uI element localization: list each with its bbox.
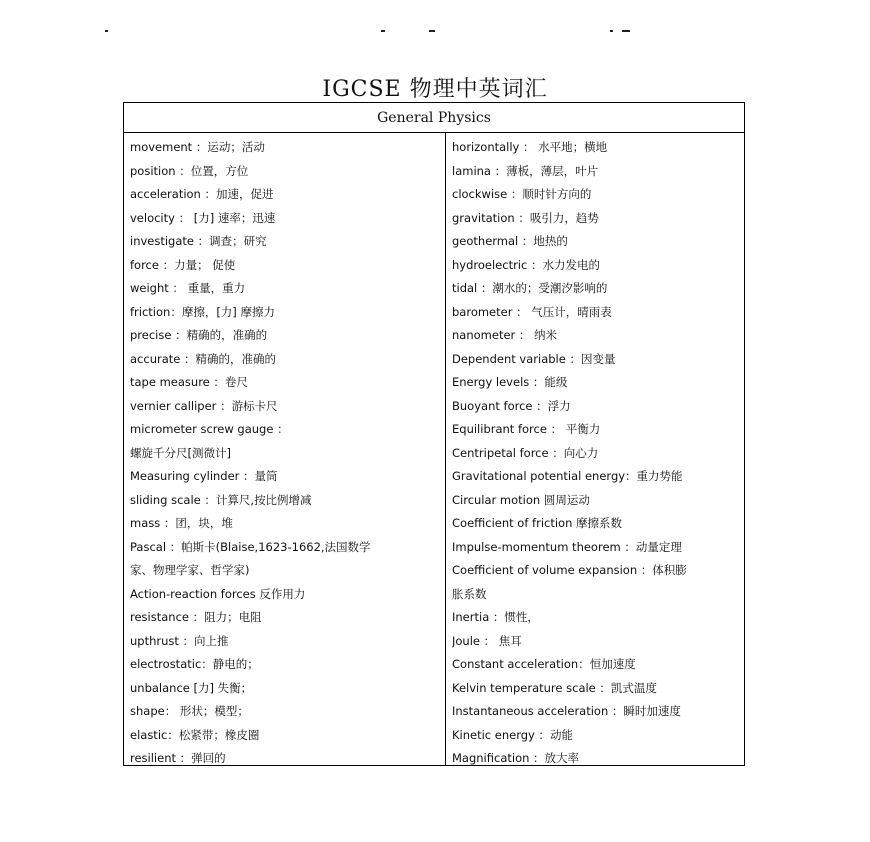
- top-edge-marks: [0, 30, 870, 36]
- vocab-entry: nanometer ： 纳米: [452, 328, 558, 342]
- vocab-entry: lamina ：薄板，薄层，叶片: [452, 163, 599, 178]
- vocab-entry: Inertia ：惯性，: [452, 610, 539, 624]
- vocab-entry: 家、物理学家、哲学家): [130, 563, 250, 577]
- vocab-entry: Joule ： 焦耳: [452, 633, 522, 648]
- vocab-entry: Energy levels ：能级: [452, 375, 568, 389]
- vocabulary-table: [123, 102, 745, 766]
- vocab-entry: Kinetic energy ：动能: [452, 727, 574, 742]
- vocab-entry: resistance ：阻力；电阻: [130, 610, 262, 624]
- vocab-entry: position ：位置，方位: [130, 163, 249, 178]
- vocab-entry: Coefficient of friction 摩擦系数: [452, 516, 623, 530]
- vocab-entry: tidal ：潮水的；受潮汐影响的: [452, 281, 608, 295]
- vocab-entry: vernier calliper ：游标卡尺: [130, 398, 278, 413]
- vocab-entry: force ：力量； 促使: [130, 257, 236, 272]
- left-column: [124, 133, 446, 765]
- vocab-entry: horizontally ： 水平地；横地: [452, 140, 608, 154]
- vocab-entry: tape measure ：卷尺: [130, 375, 248, 389]
- vocab-entry: upthrust ：向上推: [130, 633, 229, 648]
- vocab-entry: Action-reaction forces 反作用力: [130, 586, 306, 601]
- vocab-entry: Measuring cylinder ：量筒: [130, 469, 278, 483]
- vocab-entry: unbalance [力] 失衡；: [130, 680, 253, 695]
- vocab-entry: elastic：松紧带；橡皮圈: [130, 727, 260, 742]
- vocab-entry: electrostatic：静电的；: [130, 657, 259, 671]
- vocab-entry: Coefficient of volume expansion ：体积膨: [452, 563, 687, 577]
- vocab-entry: sliding scale ：计算尺,按比例增减: [130, 492, 312, 507]
- section-header: General Physics: [124, 103, 744, 133]
- vocab-entry: Instantaneous acceleration ：瞬时加速度: [452, 704, 681, 718]
- vocab-entry: clockwise ：顺时针方向的: [452, 187, 592, 201]
- vocab-entry: Buoyant force ：浮力: [452, 398, 571, 413]
- vocab-entry: Equilibrant force ： 平衡力: [452, 422, 601, 436]
- vocab-entry: velocity ： [力] 速率；迅速: [130, 210, 276, 225]
- vocab-entry: barometer ： 气压计，晴雨表: [452, 304, 612, 319]
- vocab-entry: Gravitational potential energy：重力势能: [452, 469, 683, 483]
- vocab-entry: shape： 形状；模型；: [130, 704, 249, 718]
- vocab-entry: Magnification ：放大率: [452, 751, 580, 765]
- vocab-entry: accurate ：精确的，准确的: [130, 351, 276, 366]
- vocab-entry: weight ： 重量，重力: [130, 281, 246, 295]
- vocab-entry: 螺旋千分尺[测微计]: [130, 445, 231, 460]
- vocab-entry: Impulse-momentum theorem ：动量定理: [452, 539, 682, 554]
- vocab-entry: Kelvin temperature scale ：凯式温度: [452, 680, 657, 695]
- vocab-entry: micrometer screw gauge ：: [130, 422, 289, 436]
- vocab-entry: precise ：精确的，准确的: [130, 328, 268, 342]
- vocab-entry: Pascal ：帕斯卡(Blaise,1623-1662,法国数学: [130, 539, 371, 554]
- vocab-entry: gravitation ：吸引力，趋势: [452, 210, 599, 225]
- vocab-entry: Circular motion 圆周运动: [452, 492, 590, 507]
- vocab-entry: friction：摩擦，[力] 摩擦力: [130, 304, 275, 319]
- vocab-entry: Dependent variable ：因变量: [452, 351, 616, 366]
- vocab-entry: resilient ：弹回的: [130, 751, 226, 765]
- vocab-entry: acceleration ：加速，促进: [130, 187, 274, 201]
- vocab-entry: Constant acceleration：恒加速度: [452, 657, 636, 671]
- vocab-entry: investigate ：调查；研究: [130, 234, 267, 248]
- right-column: [446, 133, 744, 765]
- vocab-entry: Centripetal force ：向心力: [452, 445, 599, 460]
- vocab-entry: hydroelectric ：水力发电的: [452, 257, 600, 272]
- vocab-entry: geothermal ：地热的: [452, 234, 568, 248]
- vocab-entry: movement ：运动；活动: [130, 140, 265, 154]
- vocab-entry: 胀系数: [452, 586, 487, 601]
- page-title: IGCSE 物理中英词汇: [322, 77, 548, 102]
- vocab-entry: mass ：团，块，堆: [130, 516, 233, 530]
